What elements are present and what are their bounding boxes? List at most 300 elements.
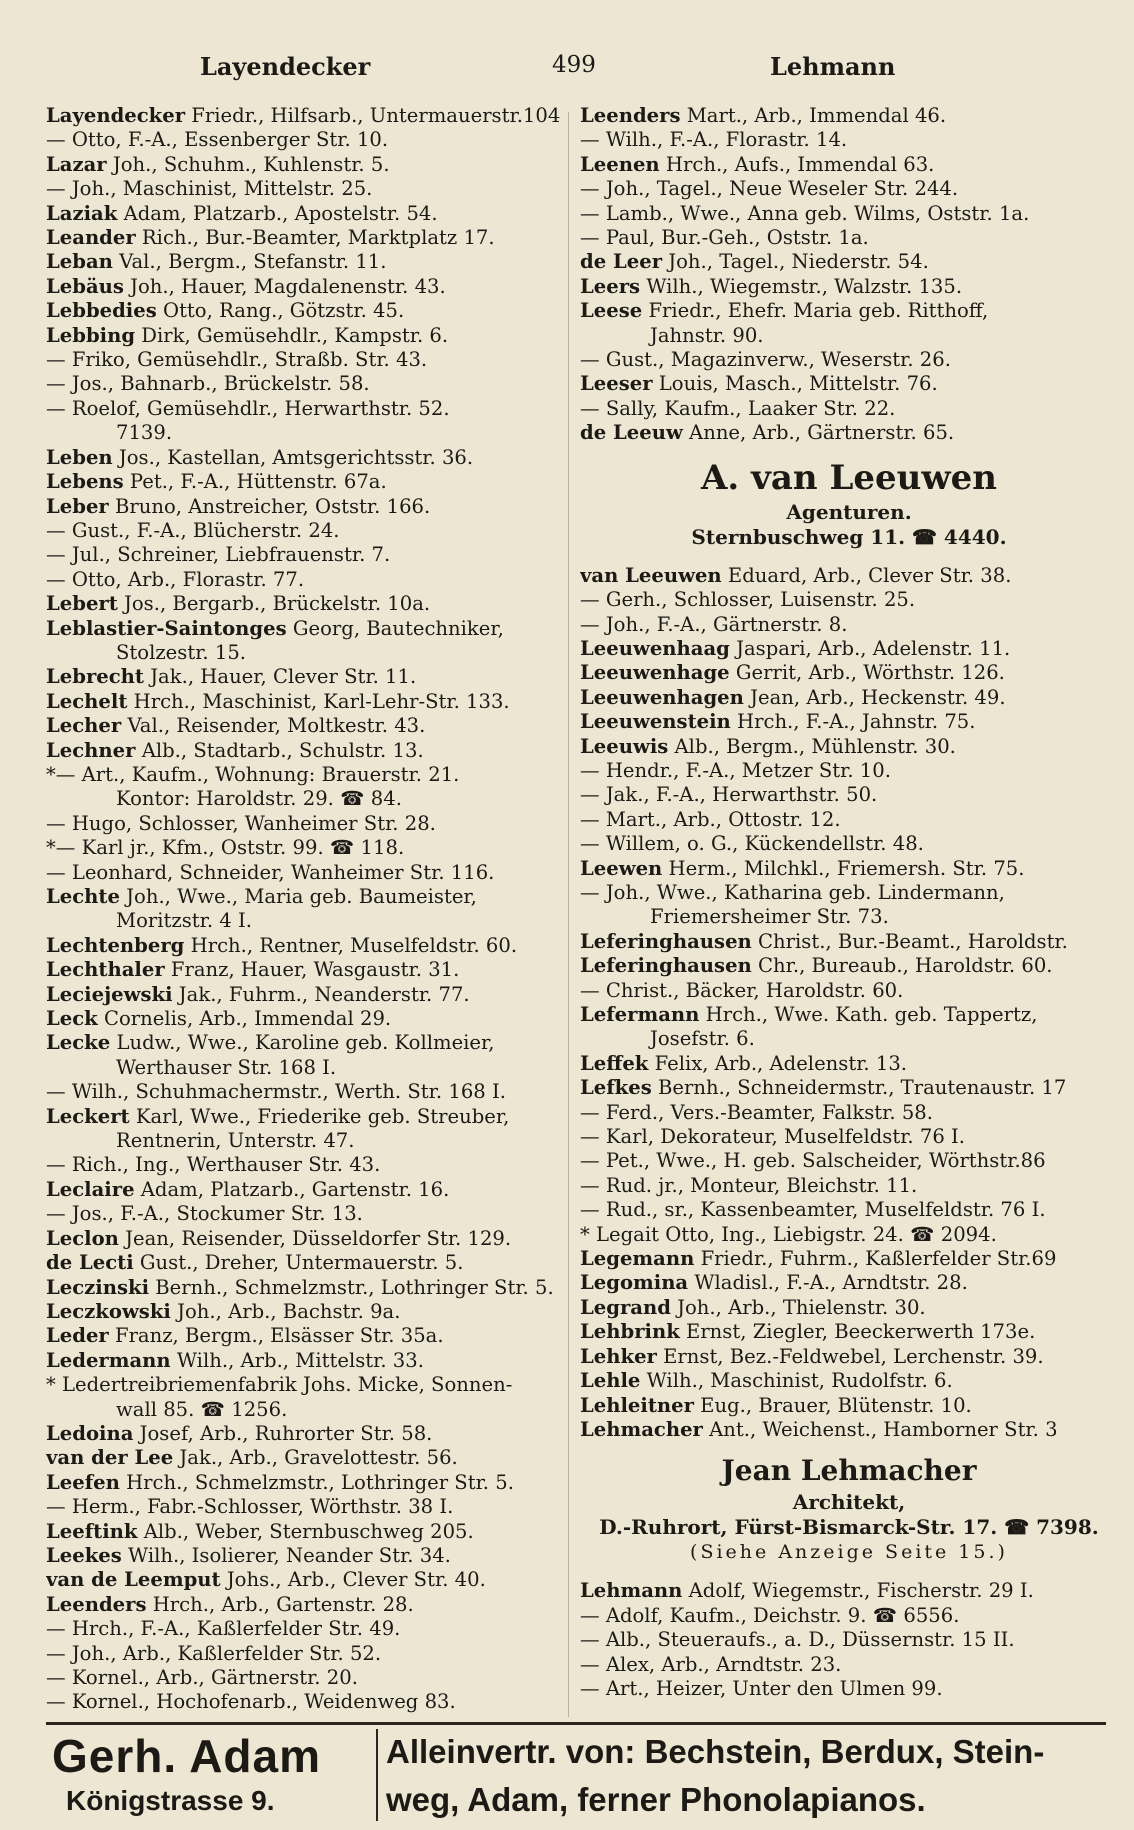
entry-details: — Paul, Bur.-Geh., Oststr. 1a. xyxy=(580,226,869,250)
entry-surname: Leese xyxy=(580,299,643,323)
entry-details: Gerrit, Arb., Wörthstr. 126. xyxy=(735,661,1005,685)
directory-entry xyxy=(46,1178,566,1202)
entry-surname: Leewen xyxy=(580,856,663,880)
directory-entry xyxy=(580,661,1118,685)
entry-details: Johs., Arb., Clever Str. 40. xyxy=(226,1568,486,1592)
directory-entry xyxy=(46,1276,566,1300)
entry-details: Ludw., Wwe., Karoline geb. Kollmeier, xyxy=(116,1031,495,1055)
directory-entry xyxy=(46,568,566,592)
directory-entry xyxy=(46,1520,566,1544)
entry-details: — Hugo, Schlosser, Wanheimer Str. 28. xyxy=(46,811,436,835)
entry-details: — Alex, Arb., Arndtstr. 23. xyxy=(580,1652,842,1676)
directory-entry xyxy=(46,202,566,226)
entry-details: Bruno, Anstreicher, Oststr. 166. xyxy=(114,494,431,518)
ad-lehmacher-title: Jean Lehmacher xyxy=(721,1454,977,1488)
directory-entry xyxy=(46,958,566,982)
entry-continuation: 7139. xyxy=(116,421,173,445)
directory-entry xyxy=(580,275,1118,299)
directory-entry xyxy=(46,739,566,763)
directory-entry xyxy=(46,470,566,494)
ad-leeuwen-title: A. van Leeuwen xyxy=(701,457,997,498)
right-column xyxy=(580,104,1118,1701)
entry-details: — Pet., Wwe., H. geb. Salscheider, Wörthstr.86 xyxy=(580,1149,1046,1173)
entry-surname: Ledermann xyxy=(46,1348,171,1372)
entry-surname: de Leer xyxy=(580,250,663,274)
entry-details: — Ferd., Vers.-Beamter, Falkstr. 58. xyxy=(580,1100,933,1124)
entry-surname: Leeuwenhagen xyxy=(580,685,744,709)
entry-details: Jak., Fuhrm., Neanderstr. 77. xyxy=(178,982,470,1006)
directory-entry xyxy=(580,686,1118,710)
directory-entry xyxy=(580,1418,1118,1442)
directory-entry xyxy=(580,1579,1118,1603)
entry-surname: Lehker xyxy=(580,1344,657,1368)
directory-entry xyxy=(580,588,1118,612)
directory-entry xyxy=(46,690,566,714)
directory-entry xyxy=(46,1373,566,1422)
entry-details: Bernh., Schmelzmstr., Lothringer Str. 5. xyxy=(155,1275,554,1299)
entry-details: — Lamb., Wwe., Anna geb. Wilms, Oststr. 1a. xyxy=(580,201,1030,225)
entry-details: Friedr., Hilfsarb., Untermauerstr.104 xyxy=(191,104,561,127)
entry-surname: Leder xyxy=(46,1324,109,1348)
directory-entry xyxy=(580,759,1118,783)
entry-details: Hrch., Maschinist, Karl-Lehr-Str. 133. xyxy=(133,689,510,713)
directory-entry xyxy=(46,665,566,689)
directory-entry xyxy=(580,1125,1118,1149)
entry-surname: Leander xyxy=(46,226,136,250)
entry-details: Alb., Weber, Sternbuschweg 205. xyxy=(143,1519,474,1543)
directory-entry xyxy=(46,617,566,666)
directory-entry xyxy=(46,446,566,470)
entry-surname: Lechte xyxy=(46,885,120,908)
entry-details: — Alb., Steueraufs., a. D., Düssernstr. 15 II. xyxy=(580,1628,1015,1652)
entry-continuation: Rentnerin, Unterstr. 47. xyxy=(116,1129,355,1153)
entry-details: Joh., Hauer, Magdalenenstr. 43. xyxy=(130,274,446,298)
entry-details: — Rud. jr., Monteur, Bleichstr. 11. xyxy=(580,1173,918,1197)
entry-surname: Leekes xyxy=(46,1543,122,1567)
entry-surname: Lecke xyxy=(46,1031,111,1055)
entry-surname: Leczkowski xyxy=(46,1299,171,1323)
entry-surname: Lehmann xyxy=(580,1579,683,1603)
footer-line-1: Alleinvertr. von: Bechstein, Berdux, Stein- xyxy=(386,1733,1045,1770)
directory-entry xyxy=(46,519,566,543)
directory-entry xyxy=(580,808,1118,832)
entry-details: * Legait Otto, Ing., Liebigstr. 24. ☎ 2094. xyxy=(580,1222,997,1246)
entry-details: Joh., Wwe., Maria geb. Baumeister, xyxy=(126,885,477,908)
entry-continuation: Friemersheimer Str. 73. xyxy=(650,905,889,929)
entry-surname: van Leeuwen xyxy=(580,563,722,587)
entry-continuation: Kontor: Haroldstr. 29. ☎ 84. xyxy=(116,787,402,811)
entry-details: Dirk, Gemüsehdlr., Kampstr. 6. xyxy=(141,323,449,347)
directory-entry xyxy=(580,421,1118,445)
entry-details: — Jul., Schreiner, Liebfrauenstr. 7. xyxy=(46,543,391,567)
directory-entry xyxy=(580,299,1118,348)
directory-entry xyxy=(46,1105,566,1154)
directory-entry xyxy=(580,250,1118,274)
entry-details: Hrch., Aufs., Immendal 63. xyxy=(665,152,935,176)
directory-entry xyxy=(46,177,566,201)
entry-surname: Lecher xyxy=(46,714,122,738)
entry-surname: Leferinghausen xyxy=(580,954,752,978)
directory-entry xyxy=(580,1149,1118,1173)
directory-entry xyxy=(580,881,1118,930)
ad-lehmacher-note: (Siehe Anzeige Seite 15.) xyxy=(690,1541,1008,1564)
entry-surname: Legomina xyxy=(580,1271,689,1295)
directory-entry xyxy=(46,1642,566,1666)
footer-divider xyxy=(376,1729,378,1821)
directory-entry xyxy=(46,1080,566,1104)
entry-details: Pet., F.-A., Hüttenstr. 67a. xyxy=(129,470,387,494)
entry-surname: Lebert xyxy=(46,592,118,616)
entry-details: Ernst, Ziegler, Beeckerwerth 173e. xyxy=(686,1320,1036,1344)
directory-entry xyxy=(46,983,566,1007)
directory-entry xyxy=(46,1690,566,1714)
page-number: 499 xyxy=(552,52,596,78)
directory-entry xyxy=(580,783,1118,807)
directory-entry xyxy=(580,1052,1118,1076)
entry-details: Karl, Wwe., Friederike geb. Streuber, xyxy=(135,1104,510,1128)
directory-entry xyxy=(580,1247,1118,1271)
entry-continuation: Stolzestr. 15. xyxy=(116,640,247,664)
entry-surname: Lefkes xyxy=(580,1076,652,1100)
directory-entry xyxy=(46,104,566,128)
directory-entry xyxy=(46,1617,566,1641)
directory-entry xyxy=(580,202,1118,226)
directory-entry xyxy=(580,1271,1118,1295)
ad-lehmacher-subtitle: Architekt, xyxy=(792,1490,906,1515)
directory-entry xyxy=(46,1593,566,1617)
entry-details: — Kornel., Hochofenarb., Weidenweg 83. xyxy=(46,1690,456,1714)
left-column xyxy=(46,104,566,1715)
directory-entry xyxy=(46,763,566,812)
entry-details: — Gerh., Schlosser, Luisenstr. 25. xyxy=(580,588,916,612)
entry-details: — Roelof, Gemüsehdlr., Herwarthstr. 52. xyxy=(46,396,450,420)
entry-continuation: Moritzstr. 4 I. xyxy=(116,909,252,933)
entry-details: — Jos., Bahnarb., Brückelstr. 58. xyxy=(46,372,370,396)
directory-entry xyxy=(46,1324,566,1348)
directory-entry xyxy=(580,348,1118,372)
entry-surname: Leczinski xyxy=(46,1275,150,1299)
entry-surname: Laziak xyxy=(46,201,118,225)
column-divider xyxy=(568,112,569,1717)
entry-surname: Leban xyxy=(46,250,113,274)
entry-details: Adam, Platzarb., Gartenstr. 16. xyxy=(140,1177,450,1201)
directory-entry xyxy=(580,1394,1118,1418)
entry-surname: Leeftink xyxy=(46,1519,138,1543)
entry-surname: Lechtenberg xyxy=(46,933,185,957)
entry-surname: Leeser xyxy=(580,372,653,396)
entry-surname: de Lecti xyxy=(46,1251,134,1275)
entry-details: Cornelis, Arb., Immendal 29. xyxy=(103,1007,392,1031)
directory-entry xyxy=(46,299,566,323)
entry-details: — Kornel., Arb., Gärtnerstr. 20. xyxy=(46,1666,358,1689)
entry-surname: Leeuwenstein xyxy=(580,710,731,734)
entry-surname: Leclon xyxy=(46,1226,119,1250)
entry-details: — Jak., F.-A., Herwarthstr. 50. xyxy=(580,783,878,807)
directory-entry xyxy=(580,930,1118,954)
directory-entry xyxy=(46,250,566,274)
entry-surname: Leck xyxy=(46,1007,98,1031)
entry-details: Louis, Masch., Mittelstr. 76. xyxy=(658,372,938,396)
entry-surname: Leclaire xyxy=(46,1177,135,1201)
entry-surname: Lehleitner xyxy=(580,1393,694,1417)
entry-surname: Leffek xyxy=(580,1051,649,1075)
directory-entry xyxy=(580,613,1118,637)
entry-details: — Rich., Ing., Werthauser Str. 43. xyxy=(46,1153,381,1177)
directory-entry xyxy=(46,714,566,738)
right-column-bottom xyxy=(580,1579,1118,1701)
entry-continuation: Jahnstr. 90. xyxy=(650,323,764,347)
entry-details: Mart., Arb., Immendal 46. xyxy=(686,104,947,127)
directory-entry xyxy=(580,1653,1118,1677)
entry-surname: Lebbing xyxy=(46,323,136,347)
entry-details: — Otto, F.-A., Essenberger Str. 10. xyxy=(46,128,389,152)
entry-details: — Gust., F.-A., Blücherstr. 24. xyxy=(46,518,340,542)
directory-entry xyxy=(580,1223,1118,1247)
entry-details: — Hendr., F.-A., Metzer Str. 10. xyxy=(580,758,891,782)
entry-surname: de Leeuw xyxy=(580,421,683,445)
entry-details: — Christ., Bäcker, Haroldstr. 60. xyxy=(580,978,904,1002)
entry-surname: Leblastier-Saintonges xyxy=(46,616,287,640)
ad-leeuwen xyxy=(580,456,1118,550)
entry-continuation: Werthauser Str. 168 I. xyxy=(116,1055,337,1079)
entry-details: Franz, Bergm., Elsässer Str. 35a. xyxy=(114,1324,444,1348)
entry-details: — Jos., F.-A., Stockumer Str. 13. xyxy=(46,1202,363,1226)
entry-details: — Friko, Gemüsehdlr., Straßb. Str. 43. xyxy=(46,348,428,372)
entry-details: Ernst, Bez.-Feldwebel, Lerchenstr. 39. xyxy=(663,1344,1044,1368)
entry-details: Jak., Arb., Gravelottestr. 56. xyxy=(179,1446,458,1470)
directory-entry xyxy=(46,275,566,299)
entry-surname: Lechelt xyxy=(46,689,128,713)
directory-entry xyxy=(580,1198,1118,1222)
entry-details: Adolf, Wiegemstr., Fischerstr. 29 I. xyxy=(688,1579,1034,1603)
entry-surname: Leben xyxy=(46,445,113,469)
entry-surname: Leers xyxy=(580,274,641,298)
directory-entry xyxy=(580,226,1118,250)
entry-details: Rich., Bur.-Beamter, Marktplatz 17. xyxy=(141,226,495,250)
entry-details: — Wilh., Schuhmachermstr., Werth. Str. 168 I. xyxy=(46,1080,506,1104)
entry-details: Hrch., Wwe. Kath. geb. Tappertz, xyxy=(705,1003,1038,1026)
directory-entry xyxy=(580,1296,1118,1320)
entry-details: Joh., Arb., Thielenstr. 30. xyxy=(677,1295,926,1319)
entry-details: Franz, Hauer, Wasgaustr. 31. xyxy=(170,958,460,982)
directory-entry xyxy=(580,979,1118,1003)
entry-details: — Rud., sr., Kassenbeamter, Muselfeldstr. 76 I. xyxy=(580,1198,1046,1222)
ad-lehmacher xyxy=(580,1452,1118,1565)
directory-entry xyxy=(46,885,566,934)
directory-entry xyxy=(580,153,1118,177)
directory-entry xyxy=(580,954,1118,978)
entry-continuation: wall 85. ☎ 1256. xyxy=(116,1397,288,1421)
entry-details: Joh., Schuhm., Kuhlenstr. 5. xyxy=(112,152,390,176)
entry-details: — Leonhard, Schneider, Wanheimer Str. 116. xyxy=(46,860,495,884)
entry-details: Christ., Bur.-Beamt., Haroldstr. xyxy=(758,929,1068,953)
entry-details: Hrch., Rentner, Muselfeldstr. 60. xyxy=(190,933,518,957)
entry-surname: Leeuwenhaag xyxy=(580,636,730,660)
entry-details: Jean, Reisender, Düsseldorfer Str. 129. xyxy=(125,1226,512,1250)
directory-entry xyxy=(46,812,566,836)
directory-entry xyxy=(580,177,1118,201)
entry-surname: Lebens xyxy=(46,470,124,494)
entry-details: Hrch., Schmelzmstr., Lothringer Str. 5. xyxy=(126,1470,514,1494)
entry-details: Josef, Arb., Ruhrorter Str. 58. xyxy=(139,1421,433,1445)
directory-entry xyxy=(46,372,566,396)
entry-details: Wilh., Arb., Mittelstr. 33. xyxy=(176,1348,424,1372)
directory-entry xyxy=(46,128,566,152)
entry-surname: Layendecker xyxy=(46,104,186,127)
directory-entry xyxy=(46,1544,566,1568)
header-left-keyword: Layendecker xyxy=(200,52,371,81)
entry-surname: Lehbrink xyxy=(580,1320,680,1344)
entry-details: Jos., Bergarb., Brückelstr. 10a. xyxy=(124,592,431,616)
directory-entry xyxy=(580,710,1118,734)
entry-details: Hrch., Arb., Gartenstr. 28. xyxy=(152,1592,414,1616)
directory-entry xyxy=(46,1031,566,1080)
entry-surname: van de Leemput xyxy=(46,1568,221,1592)
entry-details: Wilh., Wiegemstr., Walzstr. 135. xyxy=(646,274,963,298)
ad-leeuwen-address: Sternbuschweg 11. ☎ 4440. xyxy=(691,524,1007,549)
entry-details: Val., Bergm., Stefanstr. 11. xyxy=(119,250,387,274)
directory-entry xyxy=(46,1202,566,1226)
directory-entry xyxy=(580,1076,1118,1100)
entry-details: Alb., Stadtarb., Schulstr. 13. xyxy=(141,738,424,762)
entry-details: Gust., Dreher, Untermauerstr. 5. xyxy=(139,1251,464,1275)
entry-surname: Leciejewski xyxy=(46,982,173,1006)
directory-entry xyxy=(46,1666,566,1690)
directory-entry xyxy=(580,832,1118,856)
entry-surname: Leenen xyxy=(580,152,660,176)
entry-details: Bernh., Schneidermstr., Trautenaustr. 17 xyxy=(657,1076,1067,1100)
directory-entry xyxy=(46,1568,566,1592)
entry-surname: Legrand xyxy=(580,1295,671,1319)
entry-details: * Ledertreibriemenfabrik Johs. Micke, Sonnen- xyxy=(46,1373,513,1397)
header-right-keyword: Lehmann xyxy=(770,52,896,81)
directory-entry xyxy=(580,397,1118,421)
footer-street: Königstrasse 9. xyxy=(66,1785,275,1816)
directory-entry xyxy=(46,226,566,250)
directory-entry xyxy=(46,324,566,348)
directory-entry xyxy=(580,564,1118,588)
directory-entry xyxy=(580,1174,1118,1198)
entry-surname: Lechthaler xyxy=(46,958,165,982)
entry-details: Joh., Tagel., Niederstr. 54. xyxy=(668,250,929,274)
entry-details: Jean, Arb., Heckenstr. 49. xyxy=(750,685,1006,709)
entry-details: — Wilh., F.-A., Florastr. 14. xyxy=(580,128,848,152)
entry-surname: van der Lee xyxy=(46,1446,174,1470)
entry-surname: Lehle xyxy=(580,1369,641,1393)
entry-details: *— Karl jr., Kfm., Oststr. 99. ☎ 118. xyxy=(46,836,405,860)
directory-entry xyxy=(46,1349,566,1373)
entry-details: — Gust., Magazinverw., Weserstr. 26. xyxy=(580,348,951,372)
directory-entry xyxy=(46,1007,566,1031)
entry-details: Anne, Arb., Gärtnerstr. 65. xyxy=(689,421,955,445)
directory-entry xyxy=(46,934,566,958)
entry-details: Wilh., Isolierer, Neander Str. 34. xyxy=(128,1543,451,1567)
entry-surname: Leenders xyxy=(46,1592,147,1616)
directory-entry xyxy=(46,1422,566,1446)
entry-surname: Leeuwis xyxy=(580,734,669,758)
entry-details: Herm., Milchkl., Friemersh. Str. 75. xyxy=(668,856,1025,880)
entry-surname: Leckert xyxy=(46,1104,130,1128)
directory-entry xyxy=(580,1101,1118,1125)
directory-entry xyxy=(580,372,1118,396)
entry-surname: Leeuwenhage xyxy=(580,661,730,685)
directory-entry xyxy=(580,1369,1118,1393)
entry-details: Jaspari, Arb., Adelenstr. 11. xyxy=(736,636,1011,660)
footer-line-2: weg, Adam, ferner Phonolapianos. xyxy=(386,1781,926,1818)
directory-entry xyxy=(46,1471,566,1495)
directory-entry xyxy=(580,637,1118,661)
entry-details: Friedr., Fuhrm., Kaßlerfelder Str.69 xyxy=(700,1247,1057,1271)
entry-details: — Sally, Kaufm., Laaker Str. 22. xyxy=(580,396,896,420)
entry-surname: Lefermann xyxy=(580,1003,700,1026)
entry-details: Otto, Rang., Götzstr. 45. xyxy=(163,299,405,323)
entry-details: Felix, Arb., Adelenstr. 13. xyxy=(654,1051,908,1075)
directory-entry xyxy=(46,397,566,446)
directory-entry xyxy=(580,857,1118,881)
entry-details: Jos., Kastellan, Amtsgerichtsstr. 36. xyxy=(118,445,474,469)
directory-entry xyxy=(46,153,566,177)
entry-surname: Leenders xyxy=(580,104,681,127)
directory-entry xyxy=(46,1227,566,1251)
directory-entry xyxy=(580,128,1118,152)
entry-details: Jak., Hauer, Clever Str. 11. xyxy=(150,665,417,689)
entry-details: Ant., Weichenst., Hamborner Str. 3 xyxy=(709,1417,1058,1441)
entry-details: Val., Reisender, Moltkestr. 43. xyxy=(127,714,426,738)
entry-details: — Otto, Arb., Florastr. 77. xyxy=(46,567,305,591)
right-column-mid xyxy=(580,564,1118,1443)
directory-entry xyxy=(46,543,566,567)
entry-details: Adam, Platzarb., Apostelstr. 54. xyxy=(123,201,438,225)
entry-details: — Joh., Tagel., Neue Weseler Str. 244. xyxy=(580,177,959,201)
entry-details: — Mart., Arb., Ottostr. 12. xyxy=(580,807,841,831)
entry-details: — Art., Heizer, Unter den Ulmen 99. xyxy=(580,1676,943,1700)
entry-surname: Leferinghausen xyxy=(580,929,752,953)
footer-brand: Gerh. Adam xyxy=(52,1730,322,1782)
right-column-top xyxy=(580,104,1118,446)
directory-entry xyxy=(580,1320,1118,1344)
entry-continuation: Josefstr. 6. xyxy=(650,1027,755,1051)
entry-details: — Willem, o. G., Kückendellstr. 48. xyxy=(580,832,924,856)
entry-surname: Ledoina xyxy=(46,1421,134,1445)
entry-surname: Legemann xyxy=(580,1247,695,1271)
entry-details: — Hrch., F.-A., Kaßlerfelder Str. 49. xyxy=(46,1617,401,1641)
entry-details: — Adolf, Kaufm., Deichstr. 9. ☎ 6556. xyxy=(580,1603,960,1627)
directory-entry xyxy=(46,1446,566,1470)
entry-surname: Lebrecht xyxy=(46,665,144,689)
ad-lehmacher-address: D.-Ruhrort, Fürst-Bismarck-Str. 17. ☎ 7398. xyxy=(599,1515,1099,1540)
directory-entry xyxy=(46,1153,566,1177)
entry-details: — Joh., Arb., Kaßlerfelder Str. 52. xyxy=(46,1641,382,1665)
entry-details: Eug., Brauer, Blütenstr. 10. xyxy=(700,1393,972,1417)
directory-entry xyxy=(46,1495,566,1519)
directory-entry xyxy=(46,836,566,860)
ad-leeuwen-subtitle: Agenturen. xyxy=(786,499,912,524)
directory-entry xyxy=(580,1345,1118,1369)
page-header xyxy=(0,52,1134,92)
directory-entry xyxy=(46,495,566,519)
entry-surname: Lebbedies xyxy=(46,299,157,323)
entry-details: Wladisl., F.-A., Arndtstr. 28. xyxy=(694,1271,968,1295)
entry-surname: Leber xyxy=(46,494,109,518)
entry-details: Hrch., F.-A., Jahnstr. 75. xyxy=(737,710,976,734)
entry-details: — Karl, Dekorateur, Muselfeldstr. 76 I. xyxy=(580,1125,965,1149)
entry-details: Friedr., Ehefr. Maria geb. Ritthoff, xyxy=(648,299,989,323)
entry-details: Joh., Arb., Bachstr. 9a. xyxy=(177,1299,401,1323)
entry-details: Georg, Bautechniker, xyxy=(292,616,504,640)
directory-entry xyxy=(580,104,1118,128)
entry-surname: Leefen xyxy=(46,1470,120,1494)
directory-entry xyxy=(580,735,1118,759)
